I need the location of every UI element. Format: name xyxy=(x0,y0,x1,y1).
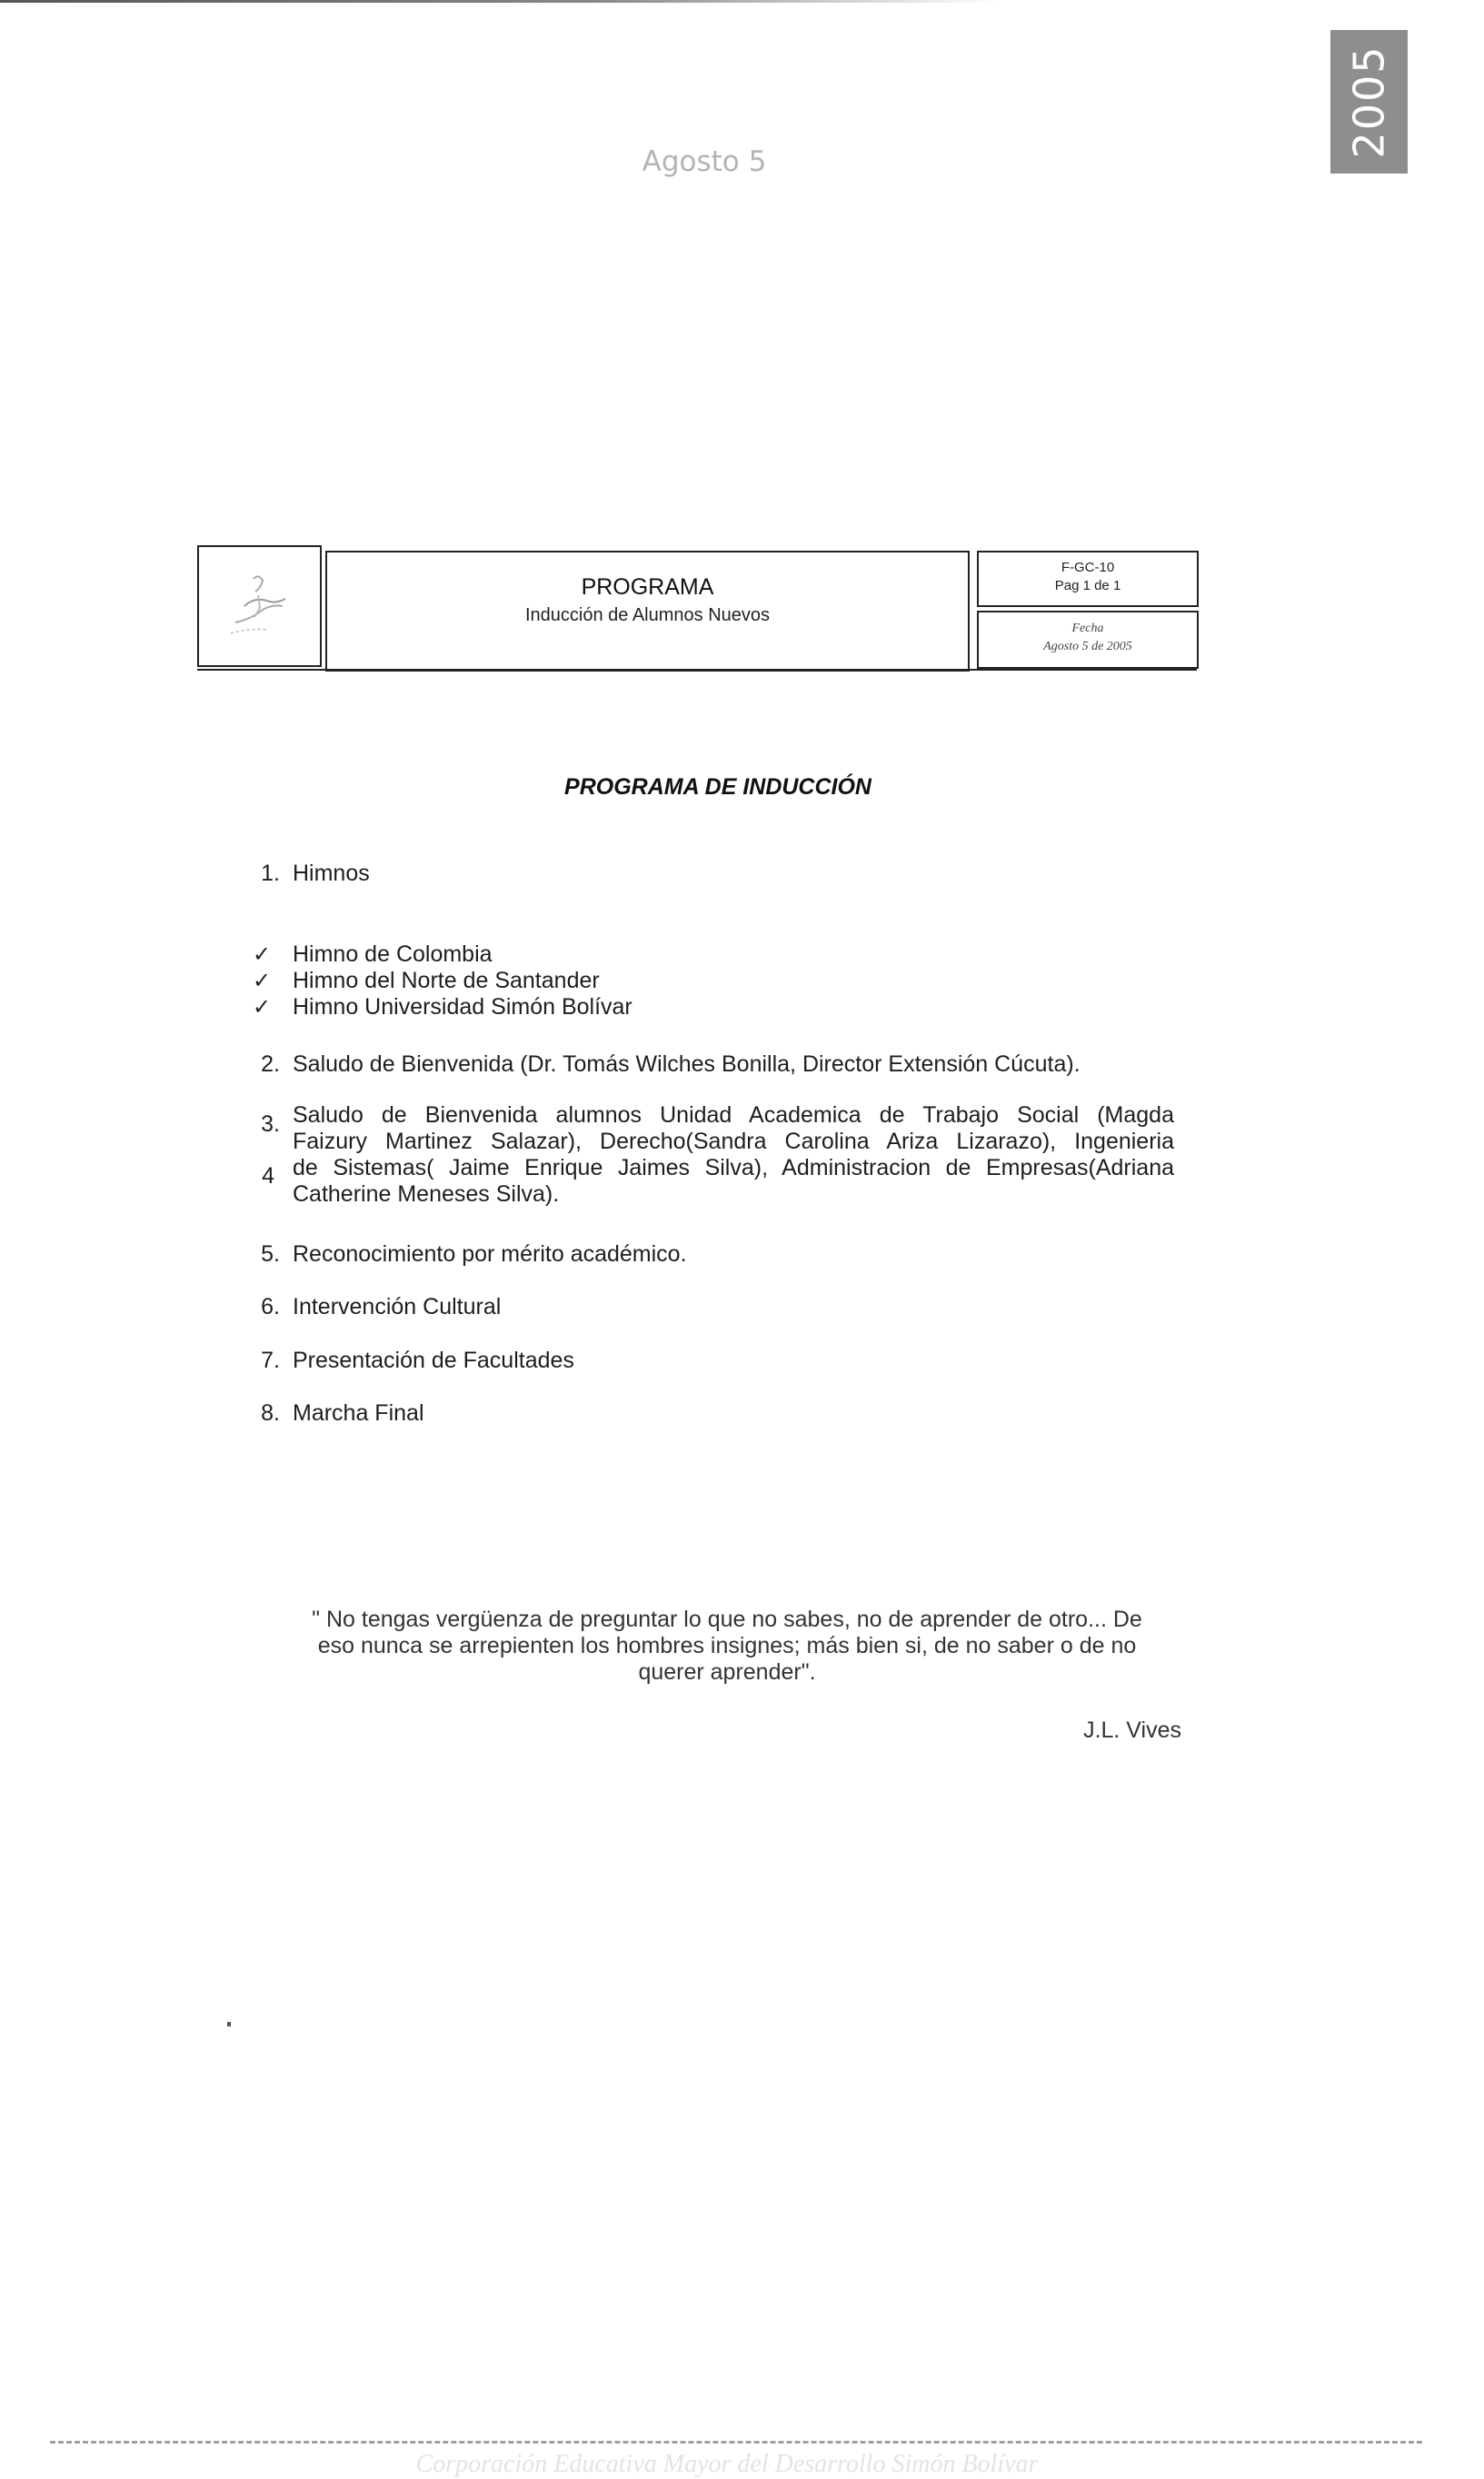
form-date-box xyxy=(977,611,1199,669)
item-text: Intervención Cultural xyxy=(293,1294,502,1319)
item-number: 4 xyxy=(262,1163,274,1189)
item-number: 2. xyxy=(261,1051,280,1077)
quote xyxy=(264,1607,1190,1686)
item-text: Marcha Final xyxy=(293,1400,424,1426)
university-logo-icon xyxy=(217,570,299,642)
item-text-line: Faizury Martinez Salazar), Derecho(Sandra Carolina Ariza Lizarazo), Ingenieria xyxy=(293,1129,1174,1154)
item-number: 1. xyxy=(261,861,280,886)
item-number: 8. xyxy=(261,1400,280,1426)
form-title-box xyxy=(325,551,970,672)
item-number: 3. xyxy=(261,1111,280,1137)
logo-box xyxy=(197,545,322,667)
item-text-line: Catherine Meneses Silva). xyxy=(293,1181,560,1207)
checkmark-icon: ✓ xyxy=(253,968,272,993)
footer-divider xyxy=(50,2441,1422,2444)
item-text: Saludo de Bienvenida (Dr. Tomás Wilches Bonilla, Director Extensión Cúcuta). xyxy=(293,1051,1081,1077)
hymn-item: Himno de Colombia xyxy=(293,941,493,967)
item-text: Reconocimiento por mérito académico. xyxy=(293,1241,687,1267)
year-badge-text: 2005 xyxy=(1344,45,1394,159)
item-text-line: de Sistemas( Jaime Enrique Jaimes Silva), Administracion de Empresas(Adriana xyxy=(293,1155,1174,1180)
hymn-item: Himno Universidad Simón Bolívar xyxy=(293,994,632,1020)
date-header: Agosto 5 xyxy=(642,145,767,178)
quote-line: eso nunca se arrepienten los hombres insignes; más bien si, de no saber o de no xyxy=(317,1633,1137,1658)
hymn-item: Himno del Norte de Santander xyxy=(293,968,600,993)
form-page: Pag 1 de 1 xyxy=(1054,578,1121,593)
scan-mark xyxy=(227,2022,231,2026)
item-text: Himnos xyxy=(293,861,370,886)
form-subtitle: Inducción de Alumnos Nuevos xyxy=(524,605,771,625)
form-code-box xyxy=(977,551,1199,607)
item-number: 7. xyxy=(261,1348,280,1373)
item-text: Presentación de Facultades xyxy=(293,1348,574,1373)
checkmark-icon: ✓ xyxy=(253,941,272,967)
quote-line: querer aprender". xyxy=(638,1659,816,1685)
footer-text: Corporación Educativa Mayor del Desarrollo Simón Bolívar xyxy=(415,2450,1039,2478)
year-badge xyxy=(1330,30,1408,174)
item-number: 6. xyxy=(261,1294,280,1319)
checkmark-icon: ✓ xyxy=(253,994,272,1020)
form-bottom-line xyxy=(197,669,1197,671)
document-heading: PROGRAMA DE INDUCCIÓN xyxy=(564,774,871,800)
form-code: F-GC-10 xyxy=(1061,560,1115,575)
quote-author: J.L. Vives xyxy=(1083,1717,1181,1743)
scan-top-line xyxy=(0,0,1000,3)
item-number: 5. xyxy=(261,1241,280,1267)
form-date-value: Agosto 5 de 2005 xyxy=(1043,640,1132,653)
form-date-label: Fecha xyxy=(1071,622,1104,635)
item-text-line: Saludo de Bienvenida alumnos Unidad Academica de Trabajo Social (Magda xyxy=(293,1102,1174,1128)
form-title: PROGRAMA xyxy=(581,574,714,600)
quote-line: " No tengas vergüenza de preguntar lo que no sabes, no de aprender de otro... De xyxy=(312,1607,1142,1632)
